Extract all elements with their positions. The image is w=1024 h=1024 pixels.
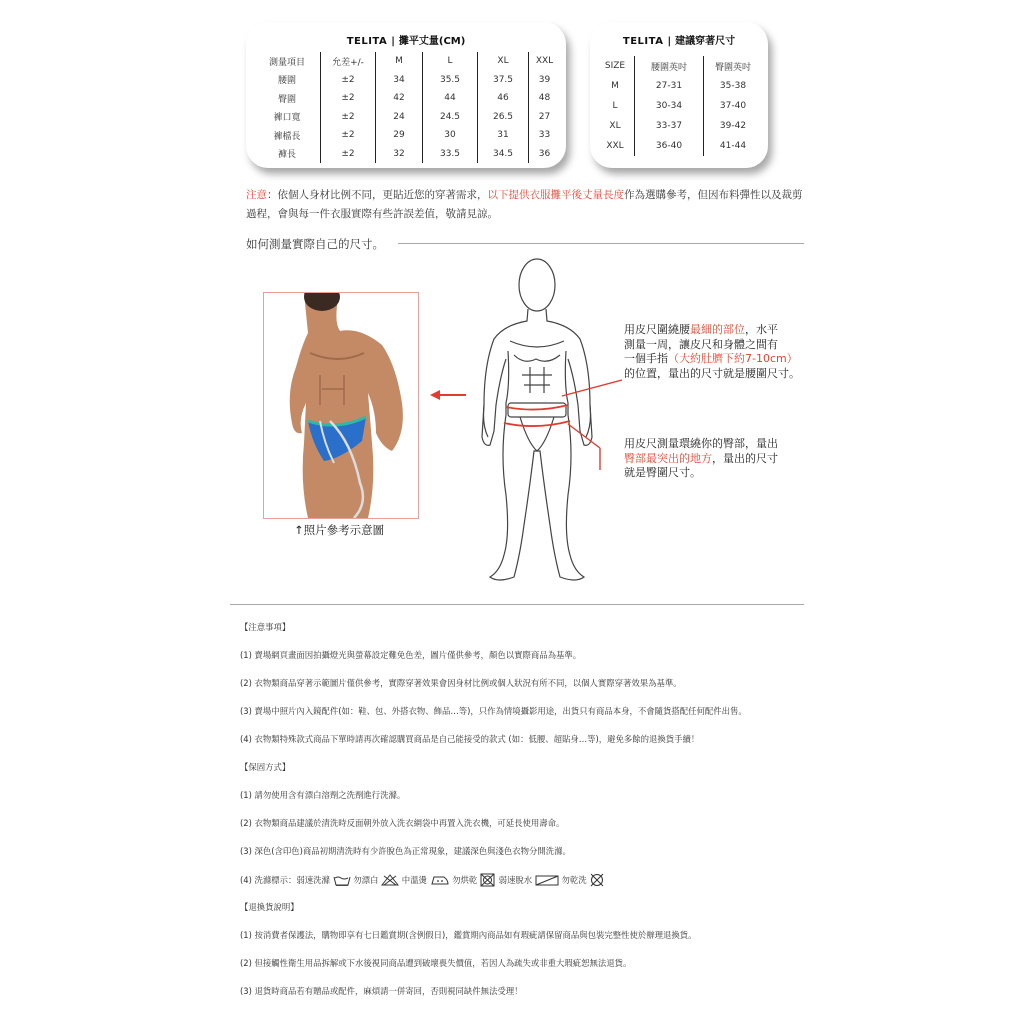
size-table-title: TELITA | 攤平丈量(CM) bbox=[346, 36, 466, 47]
header-cell: XXL bbox=[535, 56, 554, 67]
table-cell: 33-37 bbox=[635, 116, 704, 136]
header-cell: L bbox=[423, 52, 478, 71]
section-title-notes: 【注意事項】 bbox=[240, 622, 291, 632]
table-cell: 48 bbox=[538, 93, 551, 104]
table-cell: 腰圍 bbox=[254, 71, 321, 90]
table-cell: 37.5 bbox=[478, 71, 529, 90]
table-cell: 臀圍 bbox=[254, 89, 321, 108]
howto-heading: 如何測量實際自己的尺寸。 bbox=[246, 237, 384, 251]
table-cell: 39-42 bbox=[719, 121, 747, 131]
table-cell: 24.5 bbox=[423, 108, 478, 127]
notice-text: ：依個人身材比例不同，更貼近您的穿著需求， bbox=[267, 189, 488, 201]
table-row bbox=[254, 71, 560, 90]
table-cell: 35-38 bbox=[719, 81, 747, 91]
info-sections bbox=[240, 620, 820, 1012]
list-item: (2) 衣物類商品穿著示範圖片僅供參考，實際穿著效果會因身材比例或個人狀況有所不同，以個人實際穿著效果為基準。 bbox=[240, 678, 682, 688]
table-row bbox=[596, 96, 762, 116]
table-cell: 27 bbox=[538, 111, 551, 122]
table-cell: 32 bbox=[376, 145, 423, 164]
gentle-wash-icon bbox=[333, 874, 351, 886]
hip-instruction: 用皮尺測量環繞你的臀部，量出 臀部最突出的地方，量出的尺寸 就是臀圍尺寸。 bbox=[624, 437, 778, 480]
recommend-table bbox=[596, 56, 762, 156]
table-cell: 24 bbox=[376, 108, 423, 127]
table-cell: 29 bbox=[376, 126, 423, 145]
table-header-row bbox=[254, 52, 560, 71]
table-cell: 36-40 bbox=[635, 136, 704, 156]
waist-instruction: 用皮尺圍繞腰最細的部位，水平 測量一周，讓皮尺和身體之間有 一個手指（大約肚臍下約7-10cm） 的位置，量出的尺寸就是腰圍尺寸。 bbox=[624, 323, 800, 380]
table-cell: 褲口寬 bbox=[254, 108, 321, 127]
table-cell: 36 bbox=[538, 148, 551, 159]
wash-label: 中溫燙 bbox=[401, 874, 427, 885]
list-item: (2) 衣物類商品建議於清洗時反面朝外放入洗衣網袋中再置入洗衣機，可延長使用壽命。 bbox=[240, 818, 565, 828]
table-row bbox=[254, 108, 560, 127]
gentle-spin-icon bbox=[535, 874, 559, 886]
section-title-returns: 【退換貨說明】 bbox=[240, 902, 299, 912]
header-cell: XL bbox=[478, 52, 529, 71]
header-cell: M bbox=[376, 52, 423, 71]
reference-photo bbox=[263, 292, 419, 519]
header-cell: 腰圍英吋 bbox=[635, 56, 704, 76]
notice-highlight: 以下提供衣服攤平後丈量長度 bbox=[487, 189, 624, 201]
list-item: (4) 衣物類特殊款式商品下單時請再次確認購買商品是自己能接受的款式 (如：低腰、超貼身…等)，避免多餘的退換貨手續！ bbox=[240, 734, 700, 744]
medium-iron-icon bbox=[430, 874, 450, 886]
table-cell: 30-34 bbox=[635, 96, 704, 116]
table-cell: ±2 bbox=[321, 108, 376, 127]
section-title-care: 【保固方式】 bbox=[240, 762, 291, 772]
table-cell: ±2 bbox=[321, 145, 376, 164]
table-cell: 34 bbox=[376, 71, 423, 90]
table-cell: 44 bbox=[423, 89, 478, 108]
table-title: 攤平丈量(CM) bbox=[398, 36, 466, 47]
list-item: (2) 但接觸性衛生用品拆解或下水後視同商品遭到破壞喪失價值，若因人為疏失或非重大瑕疵恕無法退貨。 bbox=[240, 958, 632, 968]
arrow-left-icon bbox=[428, 389, 468, 401]
list-item: (3) 深色(含印色)商品初期清洗時有少許脫色為正常現象，建議深色與淺色衣物分開洗滌。 bbox=[240, 846, 571, 856]
no-bleach-icon bbox=[381, 874, 399, 886]
table-cell: XL bbox=[596, 116, 635, 136]
table-cell: 42 bbox=[376, 89, 423, 108]
wash-label: 弱速脫水 bbox=[498, 874, 533, 885]
no-tumble-dry-icon bbox=[480, 873, 496, 887]
size-table-card bbox=[246, 22, 566, 168]
table-row bbox=[254, 145, 560, 164]
wash-instructions: (4) 洗滌標示：弱速洗滌 勿漂白 中溫燙 勿烘乾 弱速脫水 勿乾洗 bbox=[240, 872, 820, 886]
table-cell: 33.5 bbox=[423, 145, 478, 164]
table-cell: L bbox=[596, 96, 635, 116]
wash-label: 勿烘乾 bbox=[452, 874, 478, 885]
table-row bbox=[254, 126, 560, 145]
table-cell: ±2 bbox=[321, 71, 376, 90]
table-row bbox=[596, 76, 762, 96]
table-cell: 褲檔長 bbox=[254, 126, 321, 145]
list-item: (3) 退貨時商品若有贈品或配件，麻煩請一併寄回，否則視同缺件無法受理！ bbox=[240, 986, 523, 996]
table-cell: 褲長 bbox=[254, 145, 321, 164]
notice-text: 作為選購參考，但因布料彈性以及裁剪過程，會與每一件衣服實際有些許誤差值，敬請見諒。 bbox=[246, 189, 803, 220]
wash-label: 弱速洗滌 bbox=[296, 874, 330, 885]
header-cell: 測量項目 bbox=[254, 52, 321, 71]
table-cell: 27-31 bbox=[635, 76, 704, 96]
wash-label: 勿乾洗 bbox=[561, 874, 587, 885]
recommend-table-card bbox=[590, 22, 768, 168]
header-cell: 臀圍英吋 bbox=[714, 62, 751, 73]
notice-label: 注意 bbox=[246, 189, 267, 201]
header-cell: SIZE bbox=[596, 56, 635, 76]
table-cell: 35.5 bbox=[423, 71, 478, 90]
table-row bbox=[596, 136, 762, 156]
table-cell: 31 bbox=[478, 126, 529, 145]
table-cell: XXL bbox=[596, 136, 635, 156]
list-item: (3) 賣場中照片內入鏡配件(如：鞋、包、外搭衣物、飾品…等)，只作為情境攝影用途，出貨只有商品本身，不會隨貨搭配任何配件出售。 bbox=[240, 706, 747, 716]
table-title: 建議穿著尺寸 bbox=[675, 36, 736, 47]
recommend-table-title: TELITA | 建議穿著尺寸 bbox=[622, 36, 736, 47]
table-cell: 46 bbox=[478, 89, 529, 108]
table-cell: 33 bbox=[538, 130, 551, 141]
table-cell: 30 bbox=[423, 126, 478, 145]
pointer-lines bbox=[560, 350, 630, 510]
list-item: (1) 請勿使用含有漂白溶劑之洗劑進行洗滌。 bbox=[240, 790, 406, 800]
no-dry-clean-icon bbox=[589, 873, 605, 887]
brand-name: TELITA bbox=[622, 36, 664, 47]
list-item: (1) 按消費者保護法，購物即享有七日鑑賞期(含例假日)，鑑賞期內商品如有瑕疵請保留商品與包裝完整性使於辦理退換貨。 bbox=[240, 930, 697, 940]
table-cell: 34.5 bbox=[478, 145, 529, 164]
list-item: (1) 賣場網頁畫面因拍攝燈光與螢幕設定難免色差，圖片僅供參考，顏色以實際商品為基準。 bbox=[240, 650, 582, 660]
table-row bbox=[254, 89, 560, 108]
table-cell: ±2 bbox=[321, 126, 376, 145]
table-cell: ±2 bbox=[321, 89, 376, 108]
wash-label: 勿漂白 bbox=[353, 874, 379, 885]
divider bbox=[230, 604, 804, 605]
table-cell: M bbox=[596, 76, 635, 96]
table-cell: 26.5 bbox=[478, 108, 529, 127]
divider bbox=[398, 243, 804, 244]
model-photo-illustration bbox=[264, 293, 418, 518]
table-row bbox=[596, 116, 762, 136]
measurement-notice bbox=[246, 186, 806, 224]
size-table bbox=[254, 52, 560, 163]
table-cell: 39 bbox=[538, 74, 551, 85]
photo-caption: ↑照片參考示意圖 bbox=[294, 523, 385, 537]
table-header-row bbox=[596, 56, 762, 76]
table-cell: 37-40 bbox=[719, 101, 747, 111]
brand-name: TELITA bbox=[346, 36, 388, 47]
header-cell: 允差+/- bbox=[321, 52, 376, 71]
table-cell: 41-44 bbox=[719, 141, 747, 151]
